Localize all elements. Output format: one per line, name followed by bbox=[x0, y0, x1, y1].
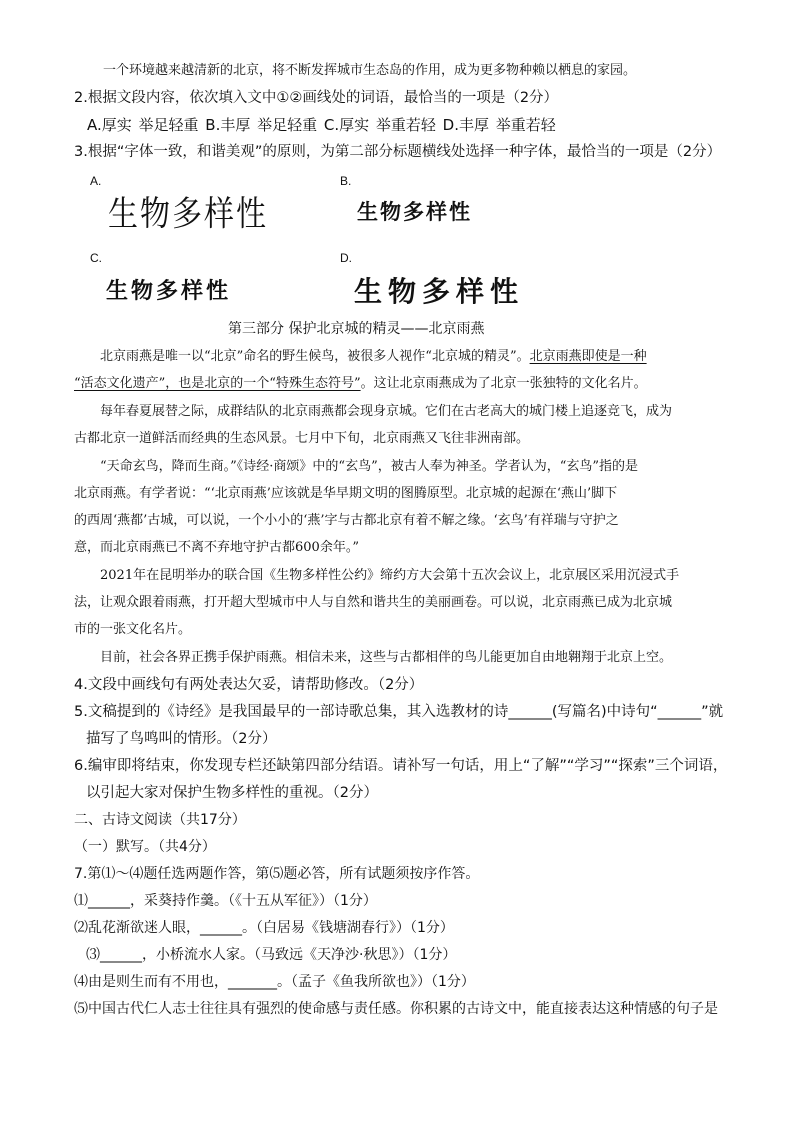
p1-text: 北京雨燕是唯一以“北京”命名的野生候鸟，被很多人视作“北京城的精灵”。 bbox=[100, 349, 530, 364]
passage-p4-line3: 市的一张文化名片。 bbox=[74, 622, 192, 637]
option-d-letter: D. bbox=[340, 251, 352, 265]
section-2-heading: 二、古诗文阅读（共17分） bbox=[74, 812, 246, 828]
question-2-options: A.厚实 举足轻重 B.丰厚 举足轻重 C.厚实 举重若轻 D.丰厚 举重若轻 bbox=[87, 116, 556, 134]
section-3-title: 第三部分 保护北京城的精灵——北京雨燕 bbox=[228, 321, 485, 337]
question-3: 3.根据“字体一致，和谐美观”的原则，为第二部分标题横线处选择一种字体，最恰当的一项是（2分） bbox=[74, 144, 722, 160]
passage-p4-line1: 2021年在昆明举办的联合国《生物多样性公约》缔约方大会第十五次会议上，北京展区采用沉浸式手 bbox=[100, 568, 680, 583]
question-4: 4.文段中画线句有两处表达欠妥，请帮助修改。（2分） bbox=[74, 677, 424, 693]
p1-text-end: 。这让北京雨燕成为了北京一张独特的文化名片。 bbox=[360, 376, 647, 391]
passage-p3-line1: “天命玄鸟，降而生商。”《诗经·商颂》中的“玄鸟”，被古人奉为神圣。学者认为，“玄鸟”指的是 bbox=[100, 459, 639, 474]
passage-p2-line2: 古都北京一道鲜活而经典的生态风景。七月中下旬，北京雨燕又飞往非洲南部。 bbox=[74, 431, 530, 446]
question-6-line1: 6.编审即将结束，你发现专栏还缺第四部分结语。请补写一句话，用上“了解”“学习”“探索”三个词语， bbox=[74, 758, 728, 774]
question-5-line2: 描写了鸟鸣叫的情形。（2分） bbox=[86, 731, 277, 747]
passage-p5: 目前，社会各界正携手保护雨燕。相信未来，这些与古都相伴的鸟儿能更加自由地翱翔于北京上空。 bbox=[100, 650, 673, 665]
intro-closing-line: 一个环境越来越清新的北京，将不断发挥城市生态岛的作用，成为更多物种赖以栖息的家园。 bbox=[103, 63, 637, 78]
option-a-calligraphy: 生物多样性 bbox=[108, 194, 268, 235]
question-6-line2: 以引起大家对保护生物多样性的重视。（2分） bbox=[86, 785, 378, 801]
passage-p2-line1: 每年春夏展替之际，成群结队的北京雨燕都会现身京城。它们在古老高大的城门楼上追逐竞飞，成为 bbox=[100, 404, 673, 419]
option-b-calligraphy: 生物多样性 bbox=[357, 200, 472, 224]
subsection-1-heading: （一）默写。（共4分） bbox=[74, 839, 216, 855]
question-7-2: ⑵乱花渐欲迷人眼，______。（白居易《钱塘湖春行》）（1分） bbox=[74, 920, 454, 936]
option-d-calligraphy: 生物多样性 bbox=[354, 275, 525, 308]
passage-p1-line2 bbox=[74, 377, 647, 390]
option-c-calligraphy: 生物多样性 bbox=[106, 278, 232, 304]
p1-underlined-1: 北京雨燕即使是一种 bbox=[529, 349, 647, 364]
question-7: 7.第⑴～⑷题任选两题作答，第⑸题必答，所有试题须按序作答。 bbox=[74, 866, 480, 882]
passage-p3-line2: 北京雨燕。有学者说：“‘北京雨燕’应该就是华早期文明的图腾原型。北京城的起源在‘燕山’脚下 bbox=[74, 486, 618, 501]
passage-p4-line2: 法，让观众跟着雨燕，打开超大型城市中人与自然和谐共生的美丽画卷。可以说，北京雨燕已成为北京城 bbox=[74, 595, 673, 610]
question-2: 2.根据文段内容，依次填入文中①②画线处的词语，最恰当的一项是（2分） bbox=[74, 90, 559, 106]
question-5-line1: 5.文稿提到的《诗经》是我国最早的一部诗歌总集，其入选教材的诗______(写篇名)中诗句“______”就 bbox=[74, 704, 724, 720]
p1-underlined-2: “活态文化遗产”，也是北京的一个“特殊生态符号” bbox=[74, 376, 361, 391]
passage-p3-line4: 意，而北京雨燕已不离不弃地守护古都600余年。” bbox=[74, 540, 359, 555]
question-7-1: ⑴______，采葵持作羹。（《十五从军征》）（1分） bbox=[74, 893, 377, 909]
option-b-letter: B. bbox=[340, 174, 352, 188]
option-a-letter: A. bbox=[90, 174, 102, 188]
question-7-5: ⑸中国古代仁人志士往往具有强烈的使命感与责任感。你积累的古诗文中，能直接表达这种情感的句子是 bbox=[74, 1001, 718, 1017]
passage-p1-line1 bbox=[100, 350, 647, 363]
question-7-4: ⑷由是则生而有不用也，_______。（孟子《鱼我所欲也》）（1分） bbox=[74, 974, 475, 990]
option-c-letter: C. bbox=[90, 251, 102, 265]
question-7-3: ⑶______，小桥流水人家。（马致远《天净沙·秋思》）（1分） bbox=[86, 947, 457, 963]
passage-p3-line3: 的西周‘燕都’古城，可以说，一个小小的‘燕’字与古都北京有着不解之缘。‘玄鸟’有祥瑞与守护之 bbox=[74, 513, 619, 528]
